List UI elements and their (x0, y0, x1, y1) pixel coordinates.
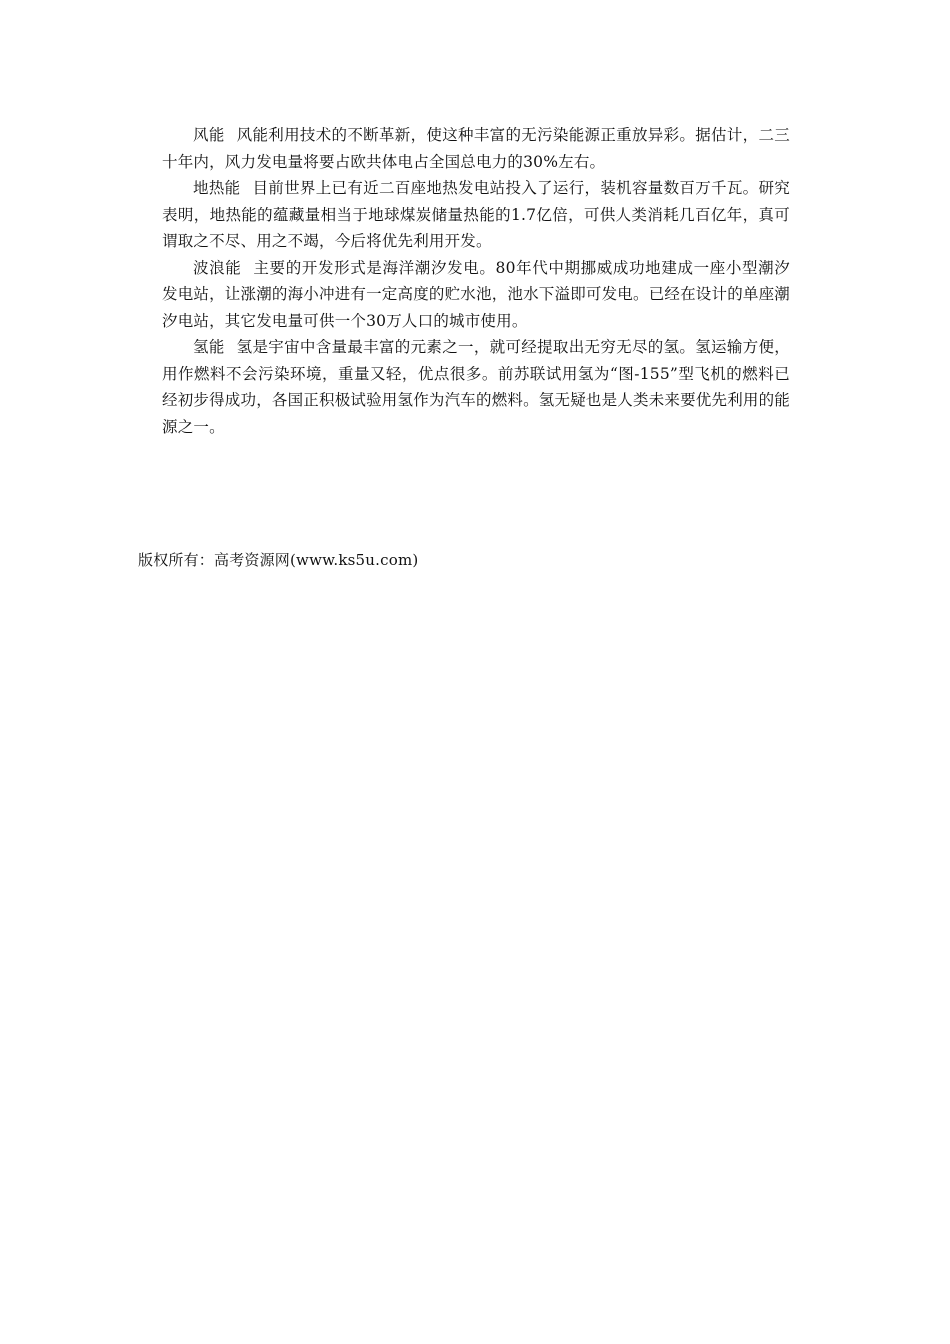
paragraph-text: 风能利用技术的不断革新，使这种丰富的无污染能源正重放异彩。据估计，二三十年内，风力发电量将要占欧共体电占全国总电力的30%左右。 (162, 126, 790, 171)
paragraph-geothermal-energy (162, 175, 790, 255)
paragraph-wave-energy (162, 255, 790, 335)
paragraph-wind-energy (162, 122, 790, 175)
paragraph-text: 主要的开发形式是海洋潮汐发电。80年代中期挪威成功地建成一座小型潮汐发电站，让涨潮的海小冲进有一定高度的贮水池，池水下溢即可发电。已经在设计的单座潮汐电站，其它发电量可供一个30万人口的城市使用。 (162, 258, 791, 330)
document-body (162, 122, 790, 440)
copyright-footer: 版权所有：高考资源网(www.ks5u.com) (138, 551, 419, 569)
term-label: 地热能 (193, 179, 241, 197)
term-label: 氢能 (193, 338, 225, 356)
paragraph-text: 目前世界上已有近二百座地热发电站投入了运行，装机容量数百万千瓦。研究表明，地热能的蕴藏量相当于地球煤炭储量热能的1.7亿倍，可供人类消耗几百亿年，真可谓取之不尽、用之不竭，今后将优先利用开发。 (162, 179, 790, 250)
paragraph-hydrogen-energy (162, 334, 790, 440)
term-label: 风能 (193, 126, 225, 144)
paragraph-text: 氢是宇宙中含量最丰富的元素之一，就可经提取出无穷无尽的氢。氢运输方便，用作燃料不会污染环境，重量又轻，优点很多。前苏联试用氢为“图-155”型飞机的燃料已经初步得成功，各国正积极试验用氢作为汽车的燃料。氢无疑也是人类未来要优先利用的能源之一。 (162, 338, 791, 436)
term-label: 波浪能 (193, 258, 242, 277)
